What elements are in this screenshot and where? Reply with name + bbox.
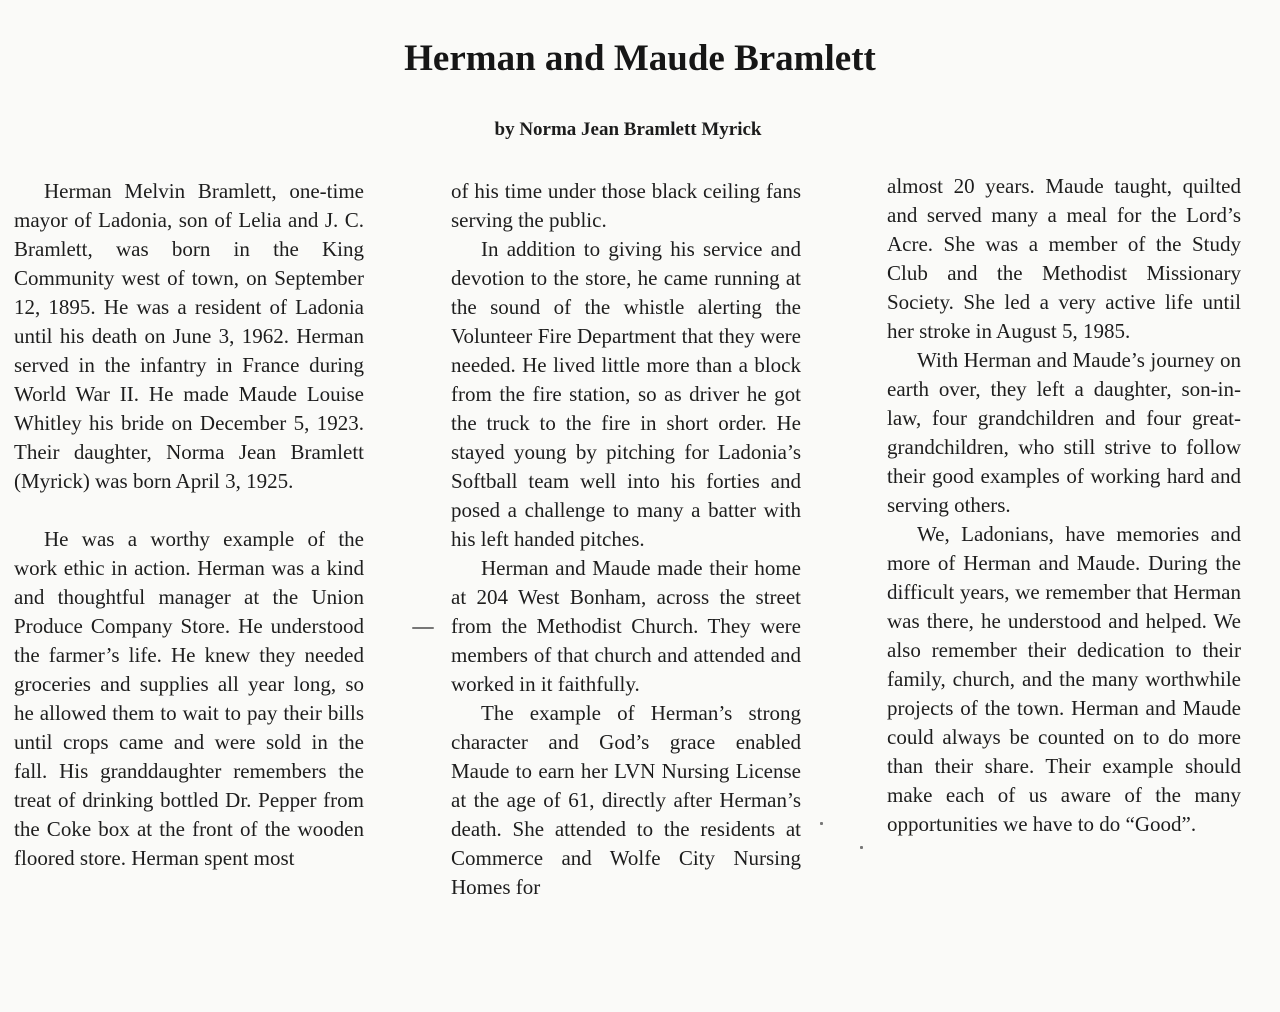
article-byline: by Norma Jean Bramlett Myrick — [494, 119, 762, 140]
article-title: Herman and Maude Bramlett — [404, 38, 876, 79]
paragraph: We, Ladonians, have memories and more of Herman and Maude. During the difficult years, we remember that Herman was there, he understood and helped. We also remember their dedication to their family, church, and the many worthwhile projects of the town. Herman and Maude could always be counted on to do more than their share. Their example should make each of us aware of the many opportunities we have to do “Good”. — [887, 522, 1241, 836]
scan-speck — [820, 822, 823, 825]
paragraph: Herman and Maude made their home at 204 West Bonham, across the street from the Methodist Church. They were members of that church and attended and worked in it faithfully. — [451, 556, 801, 696]
text-column-1 — [14, 177, 364, 873]
paragraph: almost 20 years. Maude taught, quilted and served many a meal for the Lord’s Acre. She was a member of the Study Club and the Methodist Missionary Society. She led a very active life until her stroke in August 5, 1985. — [887, 174, 1241, 343]
paragraph: Herman Melvin Bramlett, one-time mayor of Ladonia, son of Lelia and J. C. Bramlett, was born in the King Community west of town, on September 12, 1895. He was a resident of Ladonia until his death on June 3, 1962. Herman served in the infantry in France during World War II. He made Maude Louise Whitley his bride on December 5, 1923. Their daughter, Norma Jean Bramlett (Myrick) was born April 3, 1925. — [14, 179, 364, 493]
scan-speck — [412, 627, 434, 629]
scan-speck — [860, 846, 863, 849]
paragraph: The example of Herman’s strong character and God’s grace enabled Maude to earn her LVN Nursing License at the age of 61, directly after Herman’s death. She attended to the residents at Commerce and Wolfe City Nursing Homes for — [451, 701, 801, 899]
paragraph: With Herman and Maude’s journey on earth over, they left a daughter, son-in-law, four grandchildren and four great-grandchildren, who still strive to follow their good examples of working hard and serving others. — [887, 348, 1241, 517]
text-column-2 — [451, 177, 801, 902]
paragraph: In addition to giving his service and devotion to the store, he came running at the sound of the whistle alerting the Volunteer Fire Department that they were needed. He lived little more than a block from the fire station, so as driver he got the truck to the fire in short order. He stayed young by pitching for Ladonia’s Softball team well into his forties and posed a challenge to many a batter with his left handed pitches. — [451, 237, 801, 551]
paragraph: He was a worthy example of the work ethic in action. Herman was a kind and thoughtful manager at the Union Produce Company Store. He understood the farmer’s life. He knew they needed groceries and supplies all year long, so he allowed them to wait to pay their bills until crops came and were sold in the fall. His granddaughter remembers the treat of drinking bottled Dr. Pepper from the Coke box at the front of the wooden floored store. Herman spent most — [14, 527, 364, 870]
text-column-3 — [887, 172, 1241, 839]
paragraph: of his time under those black ceiling fans serving the public. — [451, 179, 801, 232]
